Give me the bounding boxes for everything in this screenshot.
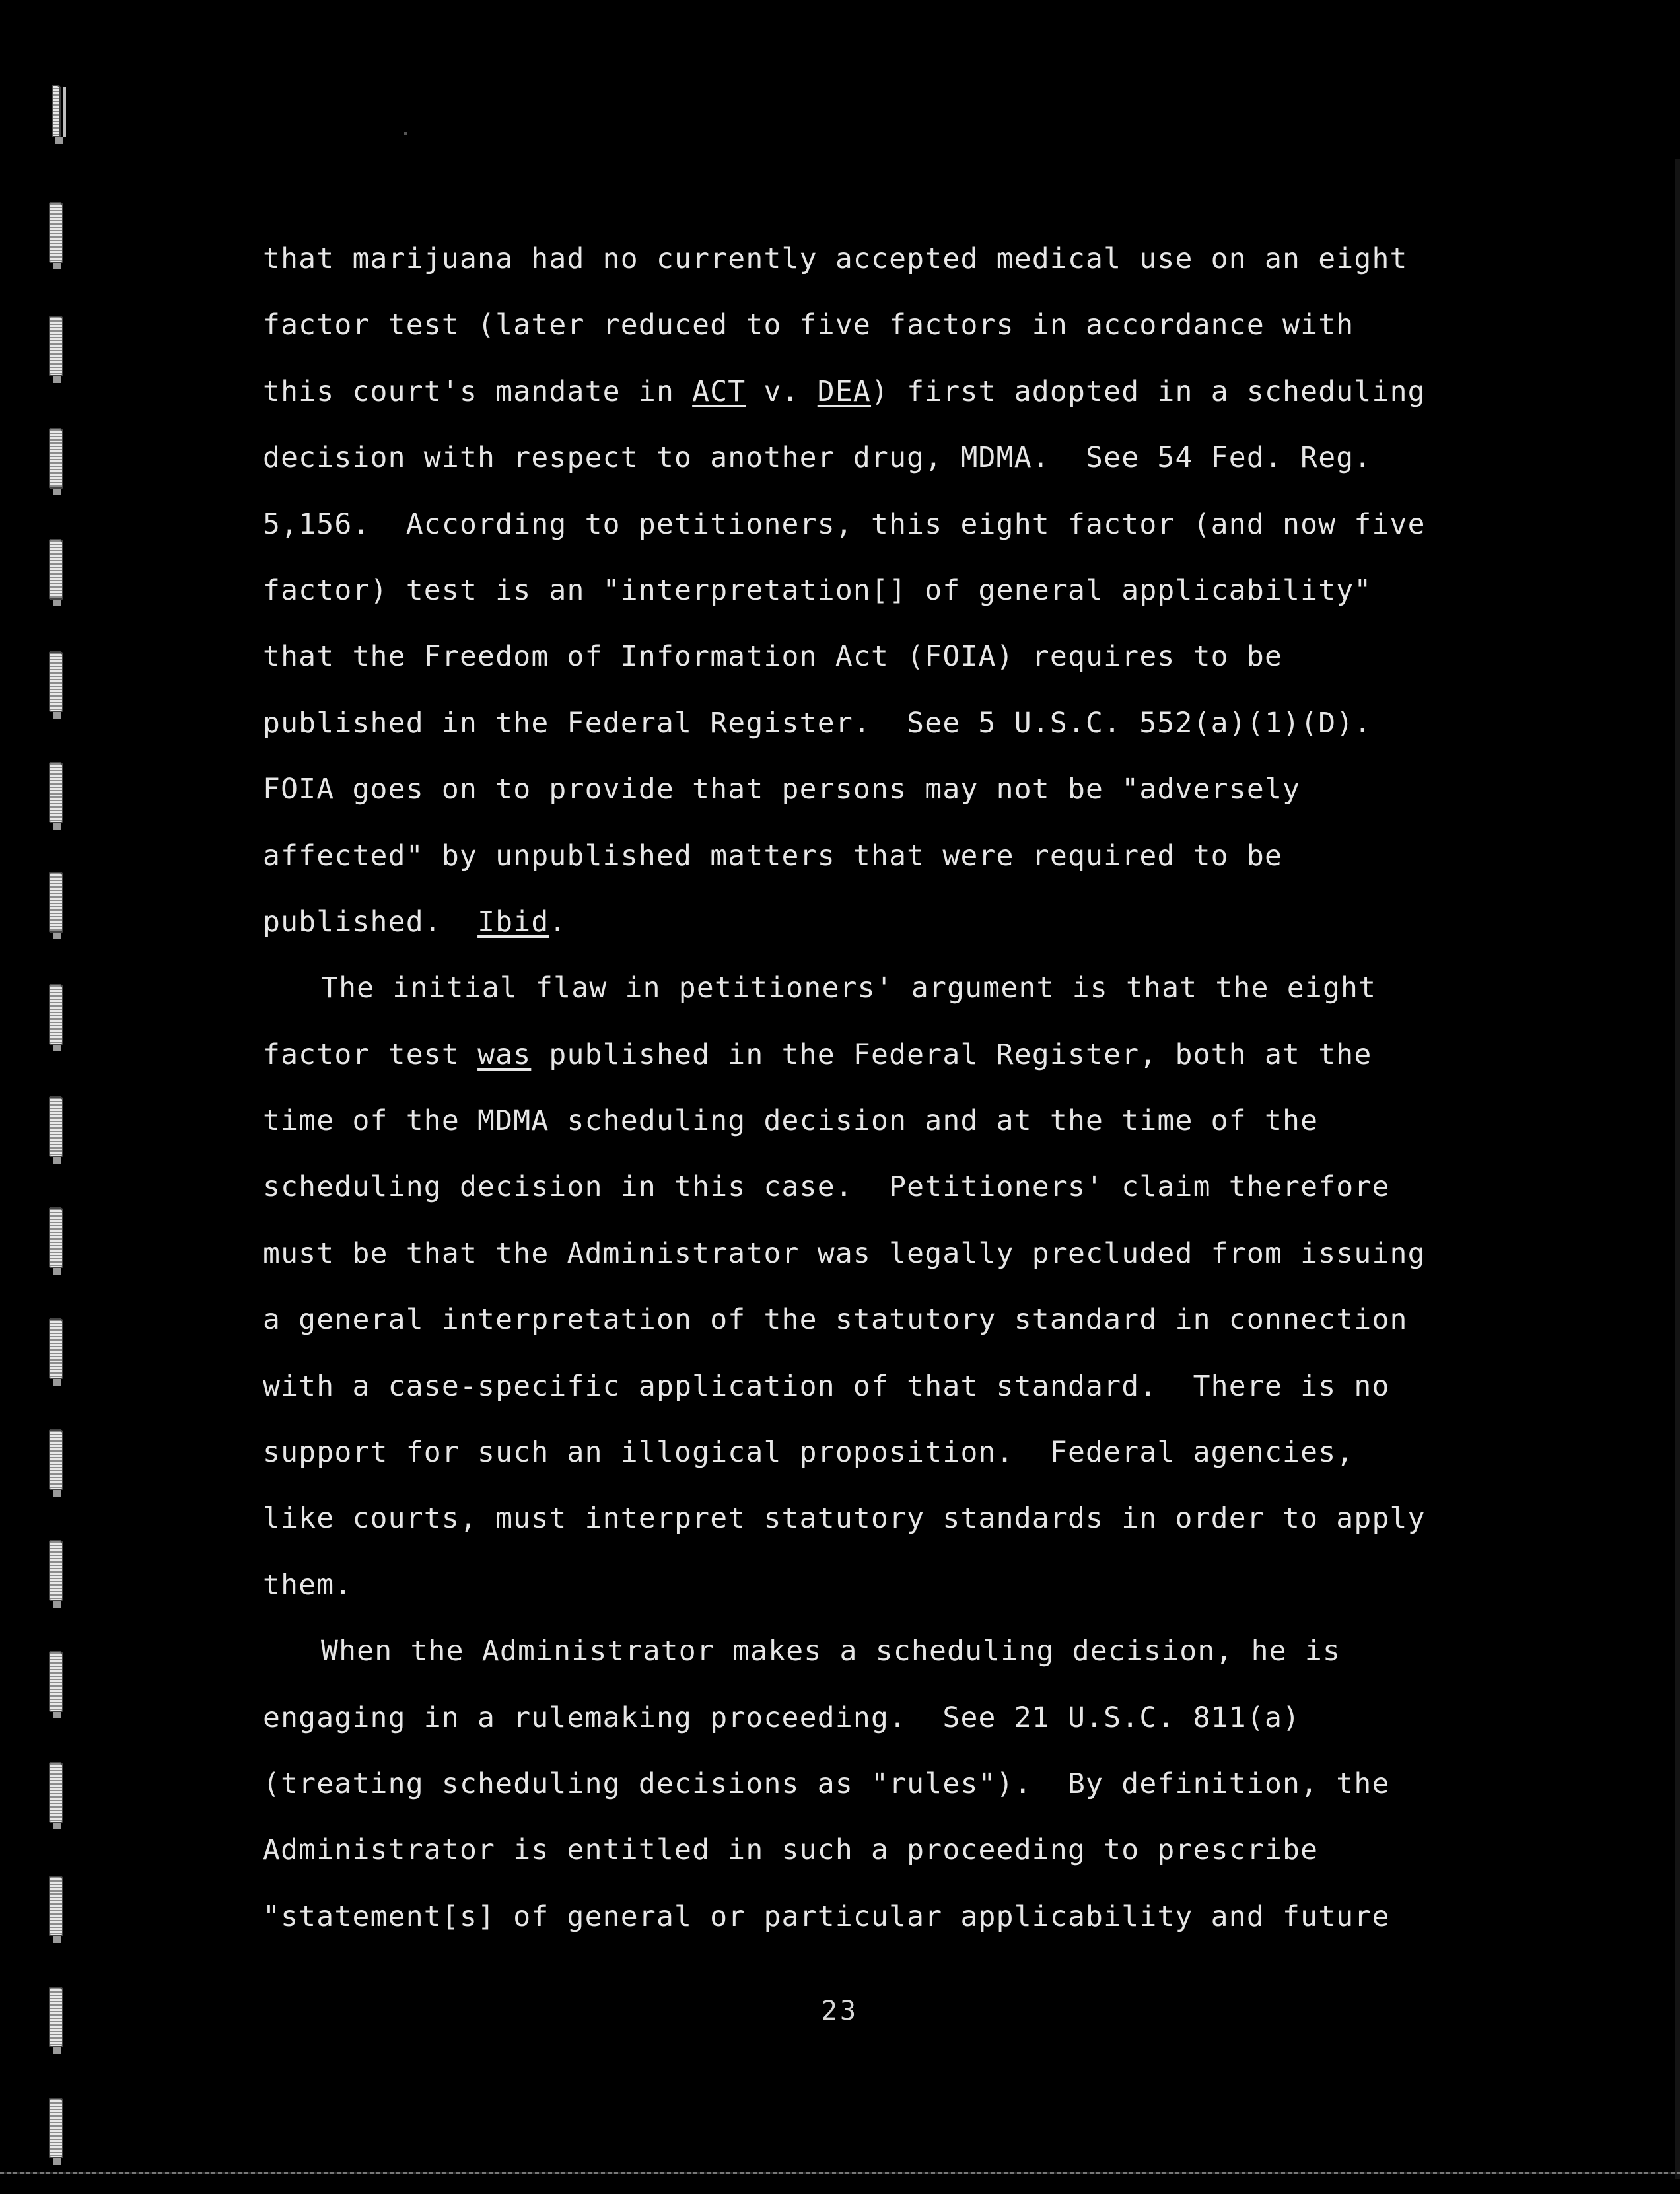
text-line <box>263 1565 1584 1631</box>
text-line <box>263 1631 1584 1697</box>
text-segment: FOIA goes on to provide that persons may not be "adversely <box>263 773 1301 806</box>
binder-mark <box>49 651 63 712</box>
binder-mark <box>49 1429 63 1490</box>
underlined-citation: ACT <box>692 374 746 408</box>
binder-mark <box>49 1318 63 1379</box>
binder-mark <box>49 539 63 600</box>
text-segment: them. <box>263 1568 353 1602</box>
underlined-citation: Ibid <box>477 905 549 938</box>
text-segment: a general interpretation of the statutory standard in connection <box>263 1303 1408 1337</box>
text-segment: engaging in a rulemaking proceeding. See 21 U.S.C. 811(a) <box>263 1701 1301 1734</box>
text-line <box>263 703 1584 769</box>
body-text <box>263 239 1584 1963</box>
text-segment: Administrator is entitled in such a proceeding to prescribe <box>263 1833 1319 1867</box>
text-segment: time of the MDMA scheduling decision and at the time of the <box>263 1104 1319 1138</box>
text-line <box>263 239 1584 305</box>
text-segment: that marijuana had no currently accepted medical use on an eight <box>263 242 1408 275</box>
binder-mark <box>49 316 63 376</box>
text-segment: this court's mandate in <box>263 374 693 408</box>
bottom-edge-rule <box>0 2172 1680 2174</box>
binder-mark <box>49 1651 63 1712</box>
binder-mark <box>49 1540 63 1601</box>
text-line <box>263 902 1584 968</box>
underlined-citation: was <box>477 1038 532 1071</box>
text-segment: with a case-specific application of that standard. There is no <box>263 1369 1390 1403</box>
text-line <box>263 1366 1584 1433</box>
text-line <box>263 1897 1584 1963</box>
text-line <box>263 968 1584 1034</box>
text-line <box>263 1764 1584 1830</box>
text-segment: support for such an illogical proposition. Federal agencies, <box>263 1436 1354 1469</box>
text-segment: decision with respect to another drug, MDMA. See 54 Fed. Reg. <box>263 441 1372 475</box>
text-segment: published in the Federal Register, both at the <box>531 1038 1372 1071</box>
text-segment: must be that the Administrator was legally precluded from issuing <box>263 1236 1426 1270</box>
text-segment: factor test (later reduced to five factors in accordance with <box>263 308 1354 342</box>
text-line <box>263 1698 1584 1764</box>
text-line <box>263 1830 1584 1896</box>
page-edge <box>1675 159 1680 2179</box>
text-segment: When the Administrator makes a scheduling decision, he is <box>321 1635 1341 1668</box>
text-segment: v. <box>746 374 818 408</box>
binder-mark <box>49 428 63 489</box>
text-segment: like courts, must interpret statutory standards in order to apply <box>263 1502 1426 1536</box>
binder-mark <box>49 984 63 1045</box>
text-segment: published. <box>263 905 478 938</box>
text-line <box>263 305 1584 371</box>
text-segment: that the Freedom of Information Act (FOIA) requires to be <box>263 640 1283 674</box>
scan-speck <box>404 132 407 135</box>
binder-mark <box>49 1096 63 1157</box>
binder-mark <box>49 2098 63 2158</box>
text-line <box>263 1499 1584 1565</box>
text-line <box>263 505 1584 571</box>
text-segment: affected" by unpublished matters that were required to be <box>263 839 1283 872</box>
text-line <box>263 769 1584 835</box>
text-segment: ) first adopted in a scheduling <box>871 374 1426 408</box>
text-segment: 5,156. According to petitioners, this eight factor (and now five <box>263 507 1426 541</box>
binder-mark <box>49 1207 63 1268</box>
text-line <box>263 372 1584 438</box>
binder-mark <box>49 1762 63 1823</box>
page-number: 23 <box>821 1996 859 2026</box>
binder-mark <box>49 872 63 933</box>
text-line <box>263 1433 1584 1499</box>
text-segment: The initial flaw in petitioners' argument is that the eight <box>321 972 1377 1005</box>
text-line <box>263 1300 1584 1366</box>
text-line <box>263 1101 1584 1167</box>
text-line <box>263 637 1584 703</box>
binder-mark <box>49 202 63 263</box>
binder-mark <box>49 762 63 823</box>
text-segment: "statement[s] of general or particular applicability and future <box>263 1899 1390 1933</box>
underlined-citation: DEA <box>817 374 872 408</box>
text-segment: factor test <box>263 1038 478 1071</box>
text-segment: scheduling decision in this case. Petitioners' claim therefore <box>263 1170 1390 1204</box>
text-segment: published in the Federal Register. See 5 U.S.C. 552(a)(1)(D). <box>263 706 1372 740</box>
text-segment: . <box>549 905 567 938</box>
text-line <box>263 1167 1584 1233</box>
text-segment: (treating scheduling decisions as "rules"). By definition, the <box>263 1767 1390 1800</box>
text-segment: factor) test is an "interpretation[] of general applicability" <box>263 573 1372 607</box>
binder-mark <box>52 85 61 137</box>
text-line <box>263 571 1584 637</box>
binder-margin <box>0 0 79 2194</box>
text-line <box>263 836 1584 902</box>
text-line <box>263 1035 1584 1101</box>
text-line <box>263 1234 1584 1300</box>
text-line <box>263 438 1584 504</box>
binder-mark <box>49 1876 63 1936</box>
